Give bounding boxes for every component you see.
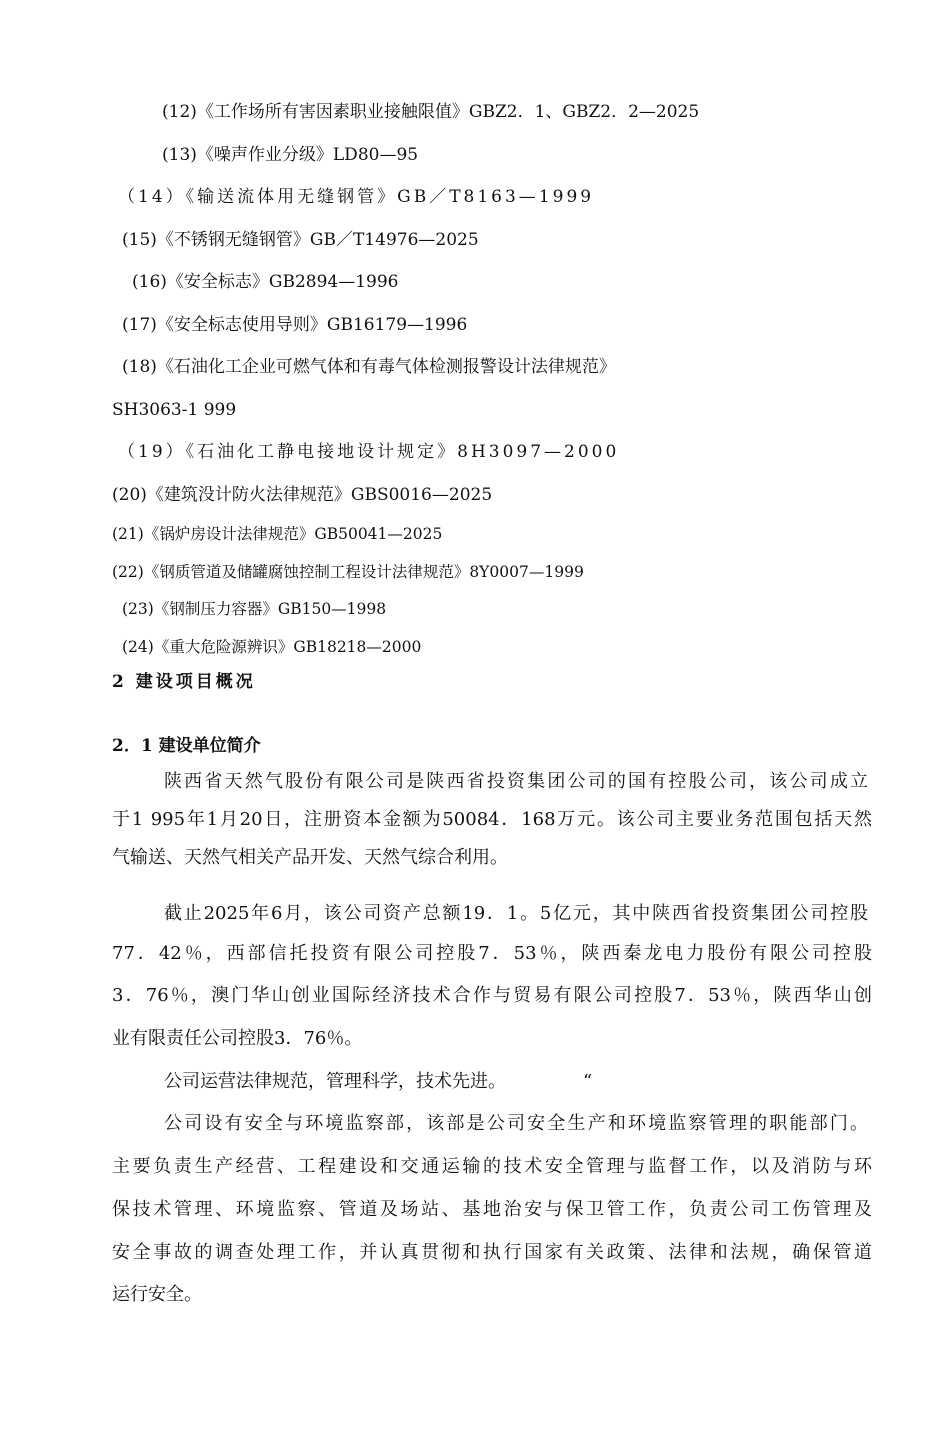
reference-item: (23)《钢制压力容器》GB150—1998 bbox=[122, 600, 387, 618]
paragraph-line: 公司运营法律规范，管理科学，技术先进。 bbox=[164, 1071, 506, 1092]
reference-item: (17)《安全标志使用导则》GB16179—1996 bbox=[122, 315, 468, 335]
reference-item: (22)《钢质管道及储罐腐蚀控制工程设计法律规范》8Y0007—1999 bbox=[112, 563, 584, 581]
paragraph-line: 运行安全。 bbox=[112, 1284, 202, 1305]
reference-item: （14）《输送流体用无缝钢管》GB／T8163—1999 bbox=[118, 187, 595, 207]
paragraph-line: 气输送、天然气相关产品开发、天然气综合利用。 bbox=[112, 847, 508, 868]
reference-item: （19）《石油化工静电接地设计规定》8H3097—2000 bbox=[118, 442, 620, 462]
paragraph-line: 安全事故的调查处理工作，并认真贯彻和执行国家有关政策、法律和法规，确保管道 bbox=[112, 1242, 872, 1263]
reference-item-continuation: SH3063-1 999 bbox=[112, 400, 237, 420]
reference-item: (13)《噪声作业分级》LD80—95 bbox=[162, 145, 419, 165]
paragraph-line: 3．76％，澳门华山创业国际经济技术合作与贸易有限公司控股7．53％，陕西华山创 bbox=[112, 985, 872, 1006]
paragraph-line: 于1 995年1月20日，注册资本金额为50084．168万元。该公司主要业务范围包括天然 bbox=[112, 809, 872, 830]
section-heading: 2 建设项目概况 bbox=[112, 672, 256, 692]
reference-item: (18)《石油化工企业可燃气体和有毒气体检测报警设计法律规范》 bbox=[122, 357, 616, 377]
reference-item: (20)《建筑没计防火法律规范》GBS0016—2025 bbox=[112, 485, 493, 505]
reference-item: (21)《锅炉房设计法律规范》GB50041—2025 bbox=[112, 525, 443, 543]
quote-mark: “ bbox=[583, 1071, 593, 1092]
reference-item: (24)《重大危险源辨识》GB18218—2000 bbox=[122, 638, 422, 656]
paragraph-line: 公司设有安全与环境监察部，该部是公司安全生产和环境监察管理的职能部门。 bbox=[164, 1113, 868, 1134]
paragraph-line: 业有限责任公司控股3．76％。 bbox=[112, 1028, 363, 1049]
reference-item: (15)《不锈钢无缝钢管》GB／T14976—2025 bbox=[122, 230, 479, 250]
paragraph-line: 保技术管理、环境监察、管道及场站、基地治安与保卫管工作，负责公司工伤管理及 bbox=[112, 1199, 872, 1220]
paragraph-line: 77．42％，西部信托投资有限公司控股7．53％，陕西秦龙电力股份有限公司控股 bbox=[112, 943, 872, 964]
reference-item: (16)《安全标志》GB2894—1996 bbox=[132, 272, 399, 292]
paragraph-line: 截止2025年6月，该公司资产总额19．1。5亿元，其中陕西省投资集团公司控股 bbox=[164, 903, 868, 924]
paragraph-line: 主要负责生产经营、工程建设和交通运输的技术安全管理与监督工作，以及消防与环 bbox=[112, 1156, 872, 1177]
paragraph-line: 陕西省天然气股份有限公司是陕西省投资集团公司的国有控股公司，该公司成立 bbox=[164, 771, 868, 792]
subsection-heading: 2．1 建设单位简介 bbox=[112, 736, 261, 756]
reference-item: (12)《工作场所有害因素职业接触限值》GBZ2．1、GBZ2．2—2025 bbox=[162, 102, 700, 122]
